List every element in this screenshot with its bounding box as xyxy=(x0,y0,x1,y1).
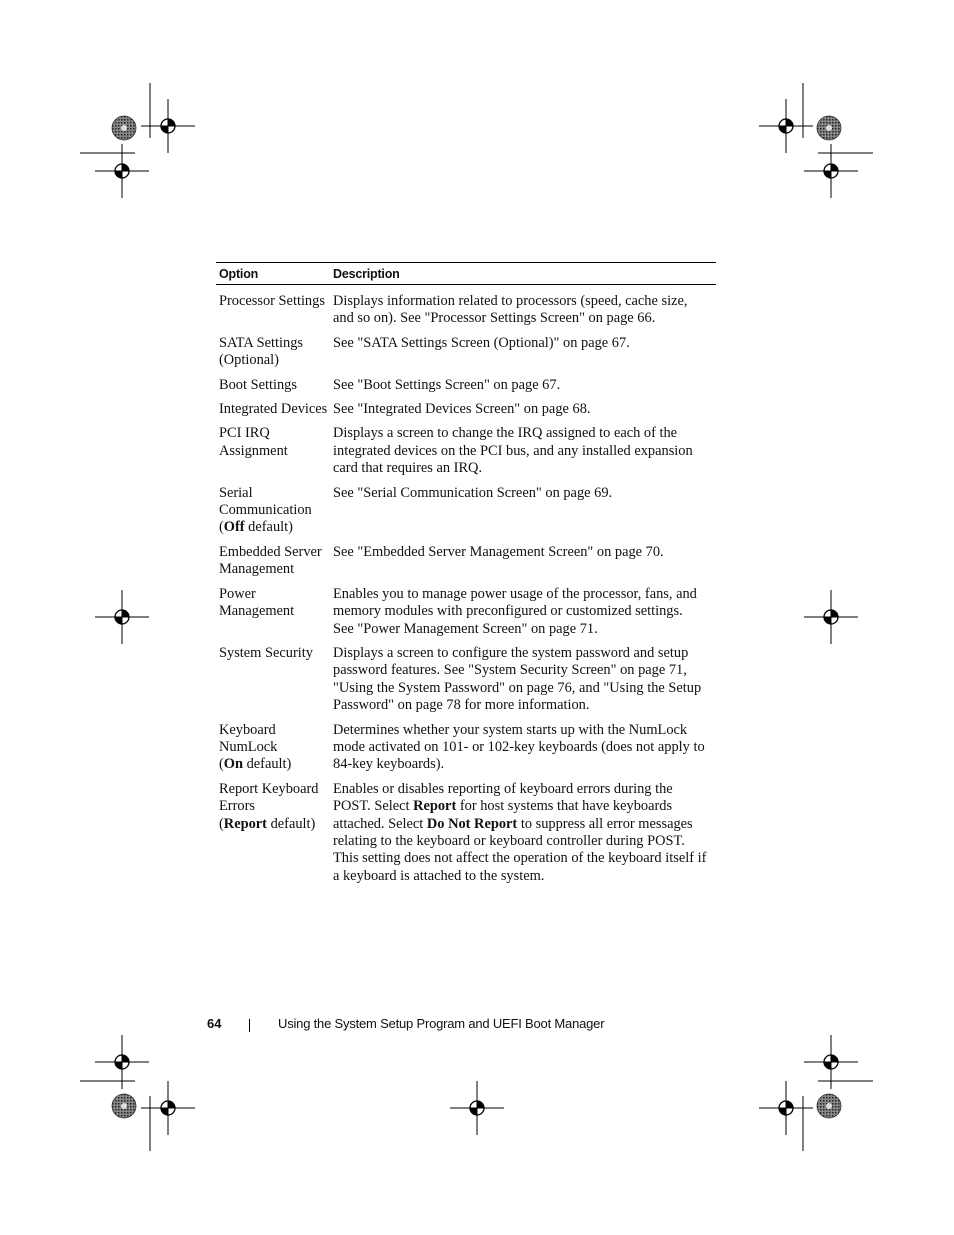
table-row xyxy=(216,335,716,370)
description-line: This setting does not affect the operation of the keyboard itself if xyxy=(333,850,707,867)
option-cell xyxy=(216,544,333,579)
description-line: See "SATA Settings Screen (Optional)" on page 67. xyxy=(333,334,630,351)
option-line: Keyboard xyxy=(219,721,276,738)
option-line: Communication xyxy=(219,502,312,519)
option-line: Management xyxy=(219,603,295,620)
table-row xyxy=(216,781,716,885)
option-cell xyxy=(216,645,333,715)
description-line: relating to the keyboard or keyboard controller during POST. xyxy=(333,832,685,849)
table-row xyxy=(216,645,716,715)
description-cell xyxy=(333,425,716,477)
description-line: "Using the System Password" on page 76, and "Using the Setup xyxy=(333,679,702,696)
option-line: (Off default) xyxy=(219,519,293,536)
description-cell xyxy=(333,485,716,537)
table-row xyxy=(216,586,716,638)
description-line: Enables you to manage power usage of the processor, fans, and xyxy=(333,585,697,602)
description-line: Password" on page 78 for more information. xyxy=(333,697,590,714)
option-line: NumLock xyxy=(219,738,278,755)
option-cell xyxy=(216,722,333,774)
footer-title: Using the System Setup Program and UEFI Boot Manager xyxy=(278,1016,605,1031)
option-cell xyxy=(216,425,333,477)
option-line: Boot Settings xyxy=(219,376,297,393)
option-line: SATA Settings xyxy=(219,334,304,351)
option-line: Integrated Devices xyxy=(219,401,328,418)
option-line: Embedded Server xyxy=(219,543,322,560)
description-line: mode activated on 101- or 102-key keyboards (does not apply to xyxy=(333,738,705,755)
description-cell xyxy=(333,401,716,418)
description-line: See "Integrated Devices Screen" on page 68. xyxy=(333,401,591,418)
description-cell xyxy=(333,377,716,394)
option-line: Report Keyboard xyxy=(219,780,319,797)
description-line: attached. Select Do Not Report to suppress all error messages xyxy=(333,815,693,832)
description-line: integrated devices on the PCI bus, and any installed expansion xyxy=(333,442,693,459)
option-line: Processor Settings xyxy=(219,293,325,309)
option-cell xyxy=(216,377,333,394)
description-line: a keyboard is attached to the system. xyxy=(333,867,545,884)
option-cell xyxy=(216,335,333,370)
option-cell xyxy=(216,586,333,638)
option-column-header: Option xyxy=(219,266,259,281)
option-cell xyxy=(216,293,333,328)
table-row xyxy=(216,377,716,394)
description-line: Displays information related to processors (speed, cache size, xyxy=(333,293,688,309)
description-line: card that requires an IRQ. xyxy=(333,460,483,477)
description-cell xyxy=(333,335,716,370)
page-footer xyxy=(0,1016,954,1036)
option-line: Power xyxy=(219,585,256,602)
table-header xyxy=(216,263,716,285)
description-line: Displays a screen to configure the system password and setup xyxy=(333,644,689,661)
option-line: PCI IRQ xyxy=(219,425,270,442)
option-line: Serial xyxy=(219,484,253,501)
description-cell xyxy=(333,293,716,328)
description-line: POST. Select Report for host systems that have keyboards xyxy=(333,798,673,815)
option-line: (Optional) xyxy=(219,352,279,369)
description-line: memory modules with preconfigured or customized settings. xyxy=(333,603,683,620)
option-cell xyxy=(216,781,333,885)
description-line: See "Serial Communication Screen" on page 69. xyxy=(333,484,613,501)
description-line: Enables or disables reporting of keyboard errors during the xyxy=(333,780,673,797)
description-cell xyxy=(333,645,716,715)
table-row xyxy=(216,401,716,418)
description-line: and so on). See "Processor Settings Screen" on page 66. xyxy=(333,310,656,327)
option-cell xyxy=(216,401,333,418)
table-row xyxy=(216,485,716,537)
description-cell xyxy=(333,781,716,885)
description-line: Determines whether your system starts up with the NumLock xyxy=(333,721,688,738)
option-cell xyxy=(216,485,333,537)
option-line: Management xyxy=(219,561,295,578)
description-cell xyxy=(333,722,716,774)
description-cell xyxy=(333,586,716,638)
description-line: See "Power Management Screen" on page 71. xyxy=(333,620,598,637)
option-line: Errors xyxy=(219,798,255,815)
description-column-header: Description xyxy=(333,266,400,281)
footer-separator xyxy=(249,1019,250,1032)
description-line: password features. See "System Security Screen" on page 71, xyxy=(333,662,687,679)
table-row xyxy=(216,722,716,774)
page-number: 64 xyxy=(207,1016,222,1031)
option-line: Assignment xyxy=(219,442,288,459)
table-row xyxy=(216,544,716,579)
option-line: System Security xyxy=(219,644,313,661)
option-line: (On default) xyxy=(219,756,292,773)
options-table xyxy=(216,262,716,885)
table-body xyxy=(216,293,716,885)
table-row xyxy=(216,425,716,477)
description-line: See "Boot Settings Screen" on page 67. xyxy=(333,376,561,393)
option-line: (Report default) xyxy=(219,815,316,832)
description-line: Displays a screen to change the IRQ assigned to each of the xyxy=(333,425,678,442)
description-cell xyxy=(333,544,716,579)
description-line: 84-key keyboards). xyxy=(333,756,445,773)
description-line: See "Embedded Server Management Screen" on page 70. xyxy=(333,543,664,560)
table-row xyxy=(216,293,716,328)
